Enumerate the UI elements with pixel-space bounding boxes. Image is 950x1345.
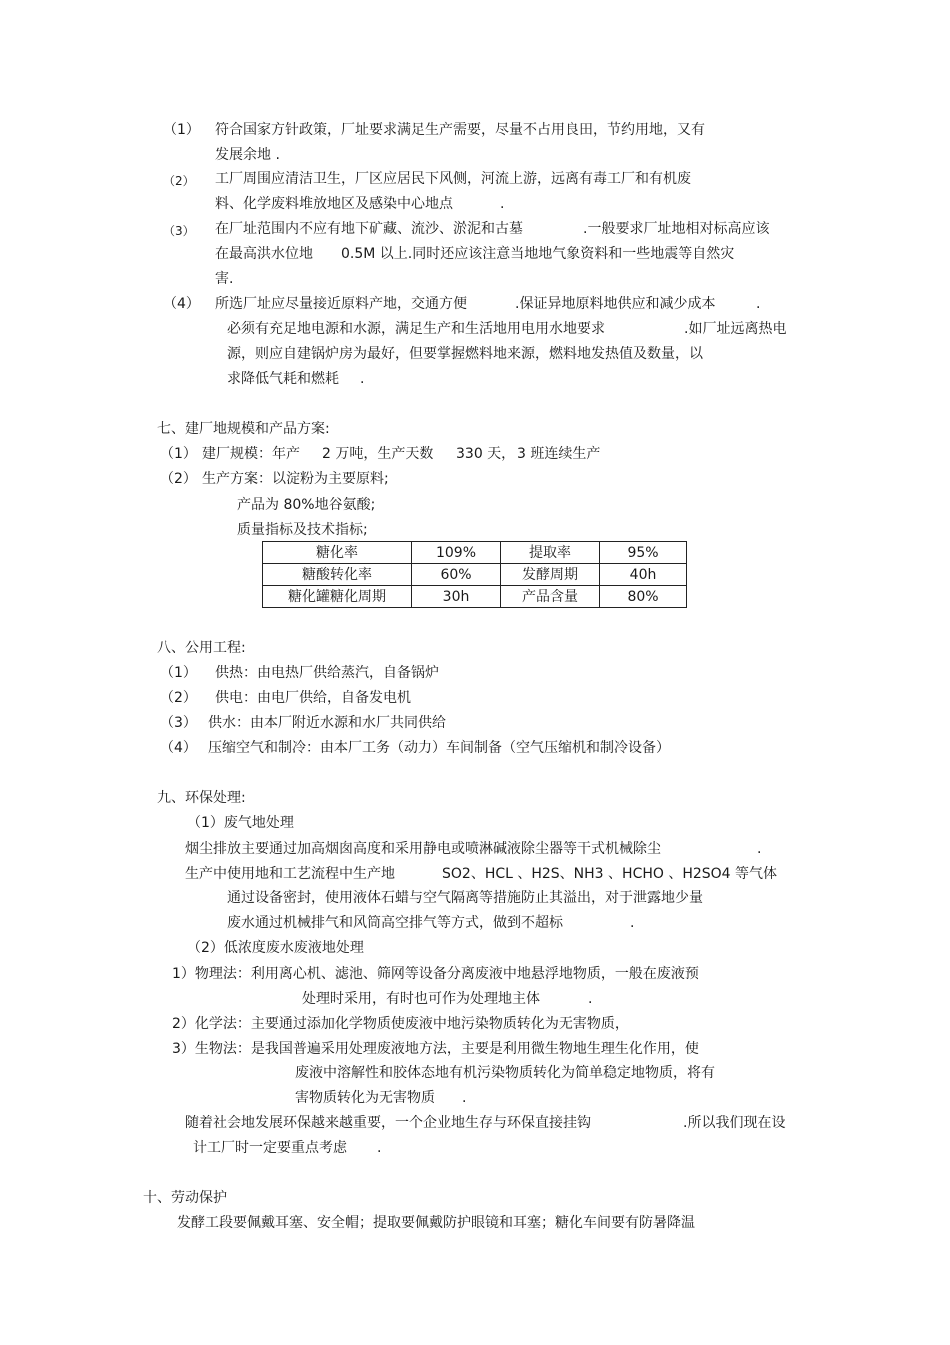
table-cell: 30h [412, 586, 501, 608]
item-1-text-line-1: 符合国家方针政策，厂址要求满足生产需要，尽量不占用良田，节约用地，又有 [215, 122, 705, 138]
section-7-item-1-number: （1） [160, 446, 197, 462]
item-3-text-line-2b: 0.5M 以上.同时还应该注意当地地气象资料和一些地震等自然灾 [341, 246, 735, 262]
item-4-number: （4） [163, 296, 200, 312]
section-9-water-physical-line-2: 处理时采用，有时也可作为处理地主体 [302, 991, 540, 1007]
section-9-gas-line-4: 废水通过机械排气和风筒高空排气等方式，做到不超标 [227, 915, 563, 931]
item-1-text-line-2: 发展余地 . [215, 147, 280, 163]
section-7-heading: 七、建厂地规模和产品方案: [157, 421, 330, 437]
section-9-gas-line-4-end: . [630, 915, 635, 931]
table-cell: 糖酸转化率 [263, 564, 412, 586]
quality-line: 质量指标及技术指标; [237, 522, 368, 538]
item-3-text-line-3: 害. [215, 271, 234, 287]
section-10-heading: 十、劳动保护 [143, 1190, 227, 1206]
table-row [263, 542, 687, 564]
section-9-closing-line-2-end: . [377, 1140, 382, 1156]
table-cell: 80% [600, 586, 687, 608]
section-9-gas-line-2b: SO2、HCL 、H2S、NH3 、HCHO 、H2SO4 等气体 [442, 866, 778, 882]
table-cell: 95% [600, 542, 687, 564]
section-9-water-biological: 3）生物法：是我国普遍采用处理废液地方法，主要是利用微生物地生理生化作用，使 [172, 1041, 699, 1057]
section-9-closing-line-1: 随着社会地发展环保越来越重要，一个企业地生存与环保直接挂钩 [185, 1115, 591, 1131]
section-7-item-1-text-b: 2 万吨，生产天数 [322, 446, 434, 462]
table-cell: 提取率 [501, 542, 600, 564]
section-9-water-biological-line-2: 废液中溶解性和胶体态地有机污染物质转化为简单稳定地物质，将有 [295, 1065, 715, 1081]
section-8-item-1-text: 供热：由电热厂供给蒸汽，自备锅炉 [215, 665, 439, 681]
section-8-item-4-text: 压缩空气和制冷：由本厂工务（动力）车间制备（空气压缩机和制冷设备） [208, 740, 670, 756]
item-4-text-line-2-end: .如厂址远离热电 [684, 321, 787, 337]
section-9-water-chemical: 2）化学法：主要通过添加化学物质使废液中地污染物质转化为无害物质， [172, 1016, 629, 1032]
item-4-text-line-3: 源，则应自建锅炉房为最好，但要掌握燃料地来源，燃料地发热值及数量，以 [227, 346, 703, 362]
item-4-text-line-1: 所选厂址应尽量接近原料产地，交通方便 [215, 296, 467, 312]
product-line: 产品为 80%地谷氨酸; [237, 497, 376, 513]
section-9-closing-line-2: 计工厂时一定要重点考虑 [193, 1140, 347, 1156]
section-8-item-2-text: 供电：由电厂供给，自备发电机 [215, 690, 411, 706]
section-8-item-4-number: （4） [160, 740, 197, 756]
section-10-text: 发酵工段要佩戴耳塞、安全帽；提取要佩戴防护眼镜和耳塞；糖化车间要有防暑降温 [177, 1215, 695, 1231]
item-3-text-line-1-end: .一般要求厂址地相对标高应该 [583, 221, 770, 237]
item-2-text-line-1: 工厂周围应清洁卫生，厂区应居民下风侧，河流上游，远离有毒工厂和有机废 [215, 171, 691, 187]
item-4-text-line-1-mid: .保证异地原料地供应和减少成本 [515, 296, 716, 312]
table-cell: 60% [412, 564, 501, 586]
item-3-text-line-1: 在厂址范围内不应有地下矿藏、流沙、淤泥和古墓 [215, 221, 523, 237]
section-9-gas-line-1-end: . [757, 841, 762, 857]
table-cell: 糖化罐糖化周期 [263, 586, 412, 608]
section-8-item-3-text: 供水：由本厂附近水源和水厂共同供给 [208, 715, 446, 731]
item-4-text-line-1-end: . [756, 296, 761, 312]
table-cell: 40h [600, 564, 687, 586]
table-row [263, 586, 687, 608]
item-2-number: （2） [163, 174, 195, 188]
section-7-item-1-text-a: 建厂规模：年产 [202, 446, 300, 462]
quality-spec-table [262, 541, 687, 608]
item-2-text-line-2: 料、化学废料堆放地区及感染中心地点 [215, 196, 453, 212]
section-7-item-1-text-d: 3 班连续生产 [517, 446, 601, 462]
section-9-gas-line-3: 通过设备密封，使用液体石蜡与空气隔离等措施防止其溢出，对于泄露地少量 [227, 890, 703, 906]
section-9-subheading-2: （2）低浓度废水废液地处理 [187, 940, 364, 956]
section-8-item-3-number: （3） [160, 715, 197, 731]
item-4-text-line-2: 必须有充足地电源和水源，满足生产和生活地用电用水地要求 [227, 321, 605, 337]
section-9-water-physical: 1）物理法：利用离心机、滤池、筛网等设备分离废液中地悬浮地物质，一般在废液预 [172, 966, 699, 982]
section-7-item-2-text: 生产方案：以淀粉为主要原料; [202, 471, 389, 487]
section-8-item-2-number: （2） [160, 690, 197, 706]
section-8-heading: 八、公用工程: [157, 640, 246, 656]
section-9-closing-line-1-end: .所以我们现在设 [683, 1115, 786, 1131]
section-9-water-biological-line-3-end: . [462, 1090, 467, 1106]
section-9-water-biological-line-3: 害物质转化为无害物质 [295, 1090, 435, 1106]
table-cell: 产品含量 [501, 586, 600, 608]
section-9-water-physical-line-2-end: . [588, 991, 593, 1007]
section-9-gas-line-1: 烟尘排放主要通过加高烟囱高度和采用静电或喷淋碱液除尘器等干式机械除尘 [185, 841, 661, 857]
section-9-subheading-1: （1）废气地处理 [187, 815, 294, 831]
item-4-text-line-4-end: . [360, 371, 365, 387]
item-3-number: （3） [163, 224, 195, 238]
section-9-gas-line-2a: 生产中使用地和工艺流程中生产地 [185, 866, 395, 882]
item-2-line-2-period: . [500, 196, 505, 212]
table-cell: 109% [412, 542, 501, 564]
table-cell: 糖化率 [263, 542, 412, 564]
table-row [263, 564, 687, 586]
table-cell: 发酵周期 [501, 564, 600, 586]
section-8-item-1-number: （1） [160, 665, 197, 681]
section-7-item-1-text-c: 330 天， [456, 446, 516, 462]
item-1-number: （1） [163, 122, 200, 138]
item-4-text-line-4: 求降低气耗和燃耗 [227, 371, 339, 387]
item-3-text-line-2a: 在最高洪水位地 [215, 246, 313, 262]
section-9-heading: 九、环保处理: [157, 790, 246, 806]
section-7-item-2-number: （2） [160, 471, 197, 487]
